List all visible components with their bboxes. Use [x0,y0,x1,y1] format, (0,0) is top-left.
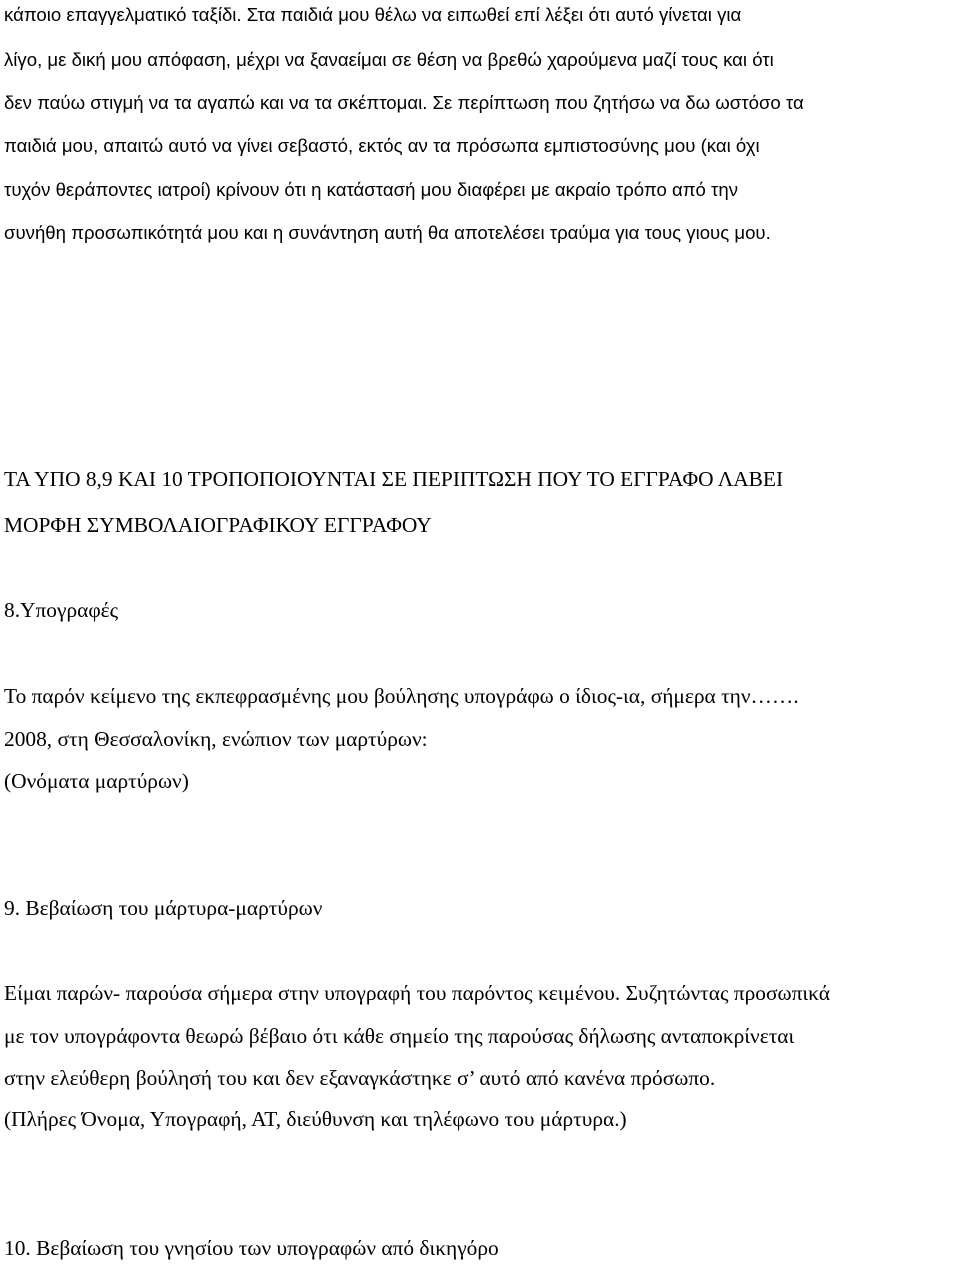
section-line: στην ελεύθερη βούλησή του και δεν εξαναγκάστηκε σ’ αυτό από κανένα πρόσωπο. [4,1066,716,1090]
section-line: Το παρόν κείμενο της εκπεφρασμένης μου βούλησης υπογράφω ο ίδιος-ια, σήμερα την……. [4,684,799,708]
section-line: 2008, στη Θεσσαλονίκη, ενώπιον των μαρτύρων: [4,727,428,751]
paragraph-line: λίγο, με δική μου απόφαση, μέχρι να ξαναείμαι σε θέση να βρεθώ χαρούμενα μαζί τους και ότι [4,49,774,70]
section-line: (Πλήρες Όνομα, Υπογραφή, ΑΤ, διεύθυνση και τηλέφωνο του μάρτυρα.) [4,1107,627,1131]
notice-line: ΤΑ ΥΠΟ 8,9 ΚΑΙ 10 ΤΡΟΠΟΠΟΙΟΥΝΤΑΙ ΣΕ ΠΕΡΙΠΤΩΣΗ ΠΟΥ ΤΟ ΕΓΓΡΑΦΟ ΛΑΒΕΙ [4,467,784,491]
section-heading: 9. Βεβαίωση του μάρτυρα-μαρτύρων [4,896,323,920]
paragraph-line: κάποιο επαγγελματικό ταξίδι. Στα παιδιά μου θέλω να ειπωθεί επί λέξει ότι αυτό γίνεται για [4,4,742,25]
section-line: Είμαι παρών- παρούσα σήμερα στην υπογραφή του παρόντος κειμένου. Συζητώντας προσωπικά [4,981,830,1005]
section-heading: 8.Υπογραφές [4,598,119,622]
section-heading: 10. Βεβαίωση του γνησίου των υπογραφών από δικηγόρο [4,1236,499,1260]
paragraph-line: συνήθη προσωπικότητά μου και η συνάντηση αυτή θα αποτελέσει τραύμα για τους γιους μου. [4,222,771,243]
section-line: με τον υπογράφοντα θεωρώ βέβαιο ότι κάθε σημείο της παρούσας δήλωσης ανταποκρίνεται [4,1024,795,1048]
section-line: (Ονόματα μαρτύρων) [4,769,189,793]
paragraph-line: τυχόν θεράποντες ιατροί) κρίνουν ότι η κατάστασή μου διαφέρει με ακραίο τρόπο από την [4,179,739,200]
paragraph-line: παιδιά μου, απαιτώ αυτό να γίνει σεβαστό, εκτός αν τα πρόσωπα εμπιστοσύνης μου (και όχι [4,135,760,156]
paragraph-line: δεν παύω στιγμή να τα αγαπώ και να τα σκέπτομαι. Σε περίπτωση που ζητήσω να δω ωστόσο τα [4,92,804,113]
notice-line: ΜΟΡΦΗ ΣΥΜΒΟΛΑΙΟΓΡΑΦΙΚΟΥ ΕΓΓΡΑΦΟΥ [4,513,432,537]
